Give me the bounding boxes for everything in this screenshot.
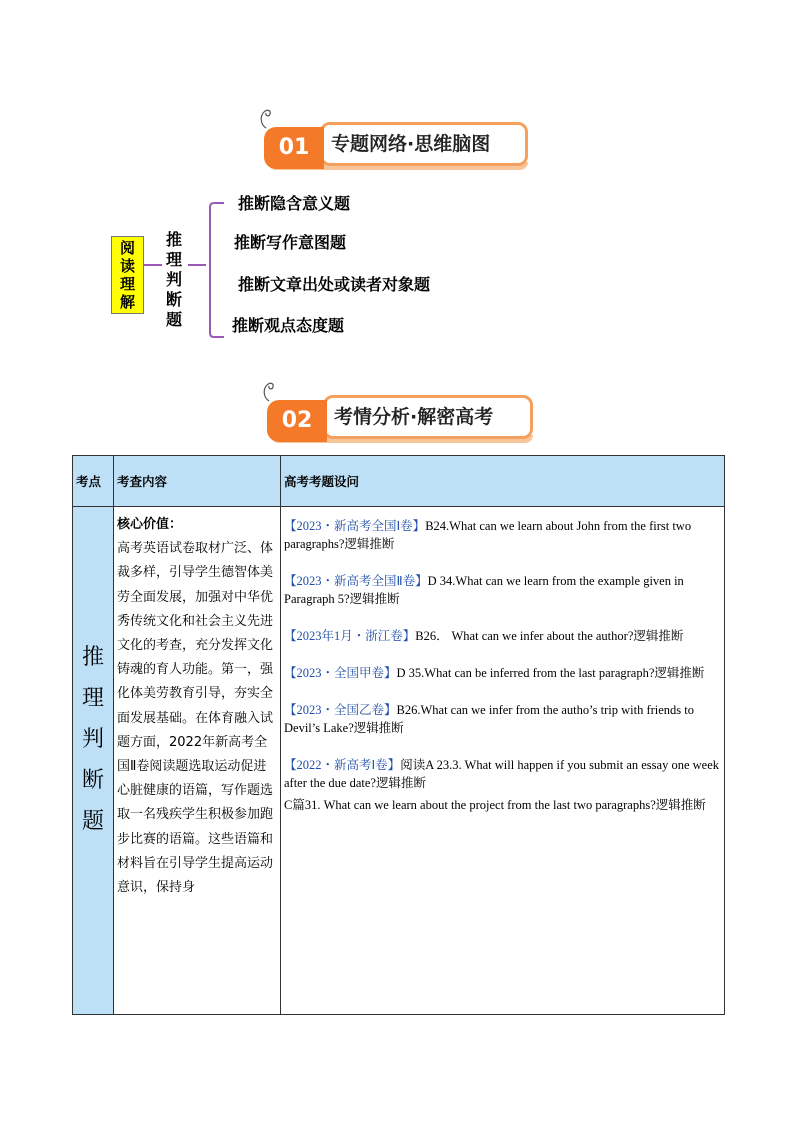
exam-analysis-table (72, 455, 725, 1015)
paperclip-icon (258, 104, 274, 130)
question-item (284, 756, 722, 792)
root-char: 理 (119, 275, 135, 293)
question-text: B24.What can we learn about John from the first two paragraphs?逻辑推断 (284, 519, 692, 551)
content-body: 高考英语试卷取材广泛、体裁多样，引导学生德智体美劳全面发展，加强对中华优秀传统文化和社会主义先进文化的考查，充分发挥文化铸魂的育人功能。第一，强化体美劳教育引导，夯实全面发展基础。在体育融入试题方面，2022年新高考全国Ⅱ卷阅读题选取运动促进心脏健康的语篇，写作题选取一名残疾学生积极参加跑步比赛的语篇。这些语篇和材料旨在引导学生提高运动意识，保持身 (117, 541, 274, 896)
question-item (284, 701, 722, 737)
question-text: B26． What can we infer about the author?逻辑推断 (415, 629, 684, 643)
topic-char: 题 (81, 809, 104, 834)
question-item (284, 517, 722, 553)
middle-char: 理 (165, 250, 182, 269)
question-text: B26.What can we infer from the autho’s trip with friends to Devil’s Lake?逻辑推断 (284, 703, 695, 735)
question-source: 【2023・新高考全国Ⅰ卷】 (284, 519, 426, 533)
root-char: 解 (119, 293, 135, 311)
topic-cell (73, 507, 114, 1015)
middle-char: 判 (165, 270, 182, 289)
question-source: 【2023・全国乙卷】 (284, 703, 397, 717)
table-header-row (73, 456, 725, 507)
branch-1: 推断隐含意义题 (238, 194, 351, 213)
content-heading: 核心价值： (117, 517, 183, 532)
question-text: D 35.What can be inferred from the last paragraph?逻辑推断 (396, 666, 705, 680)
question-text: D 34.What can we learn from the example given in Paragraph 5?逻辑推断 (284, 574, 684, 606)
question-source: 【2023年1月・浙江卷】 (284, 629, 416, 643)
topic-char: 判 (81, 727, 104, 752)
question-item (284, 796, 722, 814)
section-banner-01 (264, 122, 528, 168)
branch-2: 推断写作意图题 (234, 233, 347, 252)
middle-char: 断 (165, 290, 182, 309)
question-source: 【2023・全国甲卷】 (284, 666, 397, 680)
mindmap-middle (160, 230, 188, 330)
middle-char: 推 (165, 230, 182, 249)
topic-char: 推 (81, 645, 104, 670)
question-source: 【2023・新高考全国Ⅱ卷】 (284, 574, 428, 588)
section-title: 专题网络·思维脑图 (320, 122, 528, 166)
question-item (284, 572, 722, 608)
question-item (284, 627, 722, 645)
paperclip-icon (261, 377, 277, 403)
question-text: 阅读A 23.3. What will happen if you submit an essay one week after the due date?逻辑推断 (284, 758, 719, 790)
content-cell (114, 507, 281, 1015)
question-item (284, 664, 722, 682)
root-char: 读 (119, 257, 135, 275)
section-number: 02 (267, 400, 327, 442)
section-number: 01 (264, 127, 324, 169)
middle-char: 题 (165, 310, 182, 329)
header-topic: 考点 (73, 456, 114, 507)
question-text: C篇31. What can we learn about the project from the last two paragraphs?逻辑推断 (284, 798, 706, 812)
question-source: 【2022・新高考Ⅰ卷】 (284, 758, 401, 772)
topic-char: 理 (81, 686, 104, 711)
header-questions: 高考考题设问 (281, 456, 725, 507)
branch-3: 推断文章出处或读者对象题 (238, 275, 431, 294)
branch-4: 推断观点态度题 (232, 316, 345, 335)
topic-char: 断 (81, 768, 104, 793)
questions-cell (281, 507, 725, 1015)
section-title: 考情分析·解密高考 (323, 395, 533, 439)
root-char: 阅 (119, 239, 135, 257)
header-content: 考查内容 (114, 456, 281, 507)
table-row (73, 507, 725, 1015)
section-banner-02 (267, 395, 533, 441)
